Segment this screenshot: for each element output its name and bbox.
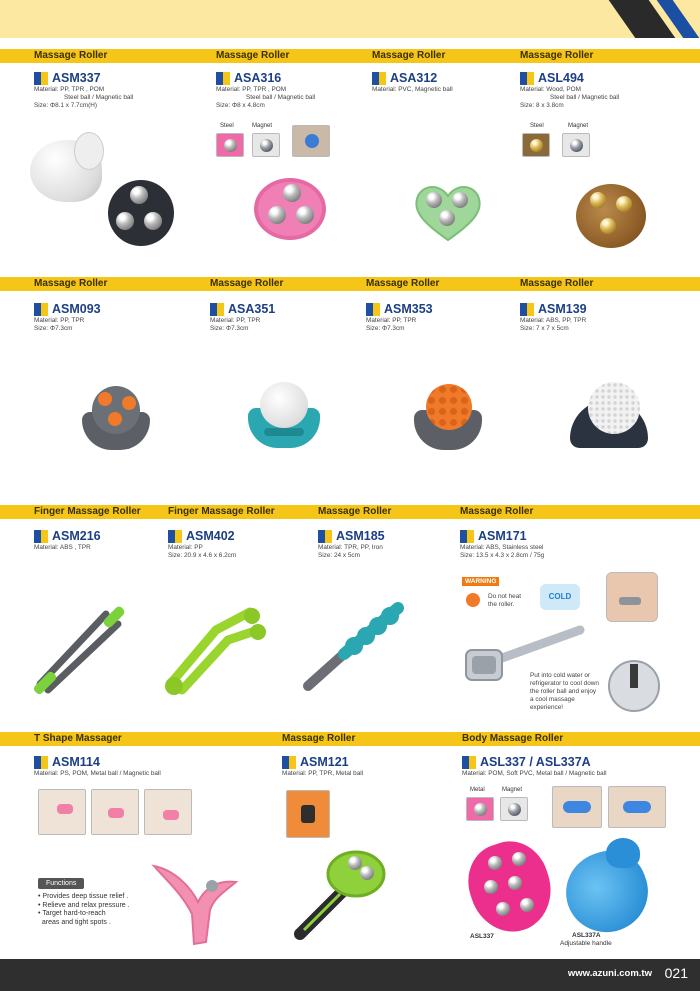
product-asa316 (216, 70, 315, 110)
functions-list: • Provides deep tissue relief . • Relieve and relax pressure . • Target hard-to-reach areas and tight spots . (38, 893, 130, 926)
product-code-icon (34, 72, 48, 85)
product-code-icon (520, 303, 534, 316)
product-size: Size: Φ7.3cm (34, 325, 73, 332)
caption-asl337: ASL337 (470, 933, 494, 940)
magnet-ball-swatch (252, 133, 280, 157)
warning-badge: WARNING (462, 577, 499, 586)
product-image-asm185 (298, 596, 410, 696)
product-size: Size: 7 x 7 x 5cm (520, 325, 569, 332)
product-asa312 (372, 70, 453, 94)
usage-photo-asm114 (91, 789, 139, 835)
product-size: Size: Φ8 x 4.8cm (216, 102, 265, 109)
product-code: ASM402 (186, 529, 235, 543)
product-code: ASM185 (336, 529, 385, 543)
product-material: Material: PP, TPR , POM (34, 86, 105, 93)
usage-photo-asa316 (292, 125, 330, 157)
product-size: Size: 8 x 3.8cm (520, 102, 564, 109)
product-image-asm353 (410, 380, 486, 454)
product-image-asm337-base (108, 180, 174, 246)
warning-text-line: the roller. (488, 601, 515, 608)
option-label-magnet: Magnet (502, 787, 523, 793)
product-code: ASM171 (478, 529, 527, 543)
product-material-extra: Steel ball / Magnetic ball (550, 94, 620, 101)
page-footer (0, 959, 700, 991)
category-label: Massage Roller (34, 278, 108, 289)
product-image-asl337a (566, 838, 650, 934)
caption-asl337a: ASL337A (572, 932, 601, 939)
cooling-note-line: Put into cold water or (530, 672, 591, 679)
option-label-magnet: Magnet (568, 123, 589, 129)
function-item: Relieve and relax pressure . (42, 901, 130, 909)
product-size: Size: Φ8.1 x 7.7cm(H) (34, 102, 97, 109)
product-code: ASM337 (52, 71, 101, 85)
product-code: ASM093 (52, 302, 101, 316)
product-material: Material: Wood, POM (520, 86, 581, 93)
category-bar-row-2 (0, 277, 700, 291)
product-image-asm216 (30, 604, 130, 696)
header-band (0, 0, 700, 38)
product-image-asl494 (576, 184, 646, 248)
product-asm139 (520, 301, 587, 333)
product-asm216 (34, 528, 101, 552)
product-code-icon (34, 303, 48, 316)
option-label-steel: Steel (530, 123, 544, 129)
caption-adjustable-handle: Adjustable handle (560, 940, 612, 947)
product-code: ASM121 (300, 755, 349, 769)
category-label: Massage Roller (366, 278, 440, 289)
product-asm121 (282, 754, 363, 778)
category-label: Finger Massage Roller (168, 506, 275, 517)
cold-ice-badge: COLD (540, 584, 580, 610)
footer-website: www.azuni.com.tw (567, 968, 652, 979)
category-label: Massage Roller (520, 278, 594, 289)
magnet-ball-swatch (500, 797, 528, 821)
product-code: ASM216 (52, 529, 101, 543)
category-bar-row-4 (0, 732, 700, 746)
product-image-asm337-shell (30, 132, 110, 204)
product-material: Material: TPR, PP, Iron (318, 544, 383, 551)
product-code-icon (372, 72, 386, 85)
category-label: T Shape Massager (34, 733, 122, 744)
function-item: areas and tight spots . (41, 918, 111, 926)
product-material: Material: ABS, Stainless steel (460, 544, 544, 551)
product-asm337 (34, 70, 133, 110)
product-code: ASM139 (538, 302, 587, 316)
option-label-magnet: Magnet (252, 123, 273, 129)
product-image-asm121 (290, 846, 390, 942)
product-image-asm139 (570, 380, 650, 452)
product-code: ASA312 (390, 71, 438, 85)
product-material-extra: Steel ball / Magnetic ball (246, 94, 316, 101)
category-label: Massage Roller (318, 506, 392, 517)
product-asm402 (168, 528, 236, 560)
product-code-icon (34, 756, 48, 769)
product-code-icon (318, 530, 332, 543)
cooling-note-line: refrigerator to cool down (530, 680, 599, 687)
product-image-asl337 (470, 842, 552, 934)
category-label: Massage Roller (460, 506, 534, 517)
product-size: Size: 13.5 x 4.3 x 2.8cm / 75g (460, 552, 545, 559)
steel-ball-swatch (216, 133, 244, 157)
product-material: Material: ABS, PP, TPR (520, 317, 587, 324)
product-code: ASA316 (234, 71, 282, 85)
category-label: Massage Roller (210, 278, 284, 289)
product-material: Material: PP, TPR , POM (216, 86, 287, 93)
product-material: Material: PP (168, 544, 203, 551)
category-label: Massage Roller (282, 733, 356, 744)
product-material: Material: PVC, Magnetic ball (372, 86, 453, 93)
product-asm185 (318, 528, 385, 560)
product-asm114 (34, 754, 161, 778)
function-item: Target hard-to-reach (42, 910, 106, 917)
product-material: Material: PS, POM, Metal ball / Magnetic ball (34, 770, 161, 777)
category-label: Massage Roller (372, 50, 446, 61)
page-number: 021 (664, 965, 688, 981)
cooling-note-line: the roller ball and enjoy (530, 688, 597, 695)
warning-text-line: Do not heat (488, 593, 522, 600)
usage-photo-asm171 (606, 572, 658, 622)
product-material: Material: PP, TPR (366, 317, 417, 324)
product-size: Size: 20.9 x 4.6 x 6.2cm (168, 552, 237, 559)
cooling-cup-image (608, 660, 660, 712)
product-material: Material: ABS , TPR (34, 544, 91, 551)
product-code-icon (210, 303, 224, 316)
product-asm171 (460, 528, 544, 560)
product-code-icon (366, 303, 380, 316)
product-size: Size: Φ7.3cm (366, 325, 405, 332)
option-label-steel: Steel (220, 123, 234, 129)
product-asl494 (520, 70, 619, 110)
product-asa351 (210, 301, 275, 333)
product-code-icon (34, 530, 48, 543)
usage-photo-asm114 (38, 789, 86, 835)
usage-photo-asm121 (286, 790, 330, 838)
product-code-icon (168, 530, 182, 543)
product-code-icon (460, 530, 474, 543)
steel-ball-swatch (522, 133, 550, 157)
product-image-asm114 (150, 856, 242, 948)
category-bar-row-1 (0, 49, 700, 63)
product-asl337 (462, 754, 607, 778)
usage-photo-asl337 (608, 786, 666, 828)
product-material: Material: PP, TPR, Metal ball (282, 770, 364, 777)
functions-label: Functions (38, 878, 84, 889)
product-image-asm402 (158, 600, 268, 696)
category-label: Finger Massage Roller (34, 506, 141, 517)
product-image-asa316 (254, 178, 326, 240)
usage-photo-asm114 (144, 789, 192, 835)
product-material: Material: POM, Soft PVC, Metal ball / Magnetic ball (462, 770, 607, 777)
product-material-extra: Steel ball / Magnetic ball (64, 94, 134, 101)
cooling-note-line: a cool massage (530, 696, 575, 703)
product-image-asa312 (412, 182, 484, 242)
cooling-note-line: experience! (530, 704, 564, 711)
magnet-ball-swatch (562, 133, 590, 157)
product-material: Material: PP, TPR (210, 317, 261, 324)
category-bar-row-3 (0, 505, 700, 519)
category-label: Massage Roller (216, 50, 290, 61)
product-image-asm093 (78, 382, 154, 454)
product-code-icon (216, 72, 230, 85)
metal-ball-swatch (466, 797, 494, 821)
product-material: Material: PP, TPR (34, 317, 85, 324)
product-code-icon (282, 756, 296, 769)
category-label: Body Massage Roller (462, 733, 564, 744)
product-code: ASA351 (228, 302, 276, 316)
product-size: Size: 24 x 5cm (318, 552, 360, 559)
no-heat-icon (466, 593, 480, 607)
product-code: ASL494 (538, 71, 584, 85)
usage-photo-asl337 (552, 786, 602, 828)
category-label: Massage Roller (520, 50, 594, 61)
product-code-icon (520, 72, 534, 85)
product-code-icon (462, 756, 476, 769)
option-label-metal: Metal (470, 787, 485, 793)
product-asm093 (34, 301, 101, 333)
category-label: Massage Roller (34, 50, 108, 61)
product-asm353 (366, 301, 433, 333)
product-size: Size: Φ7.3cm (210, 325, 249, 332)
product-code: ASM353 (384, 302, 433, 316)
product-image-asa351 (246, 380, 322, 452)
function-item: Provides deep tissue relief . (42, 893, 129, 900)
product-code: ASM114 (52, 755, 100, 769)
product-code: ASL337 / ASL337A (480, 755, 591, 769)
